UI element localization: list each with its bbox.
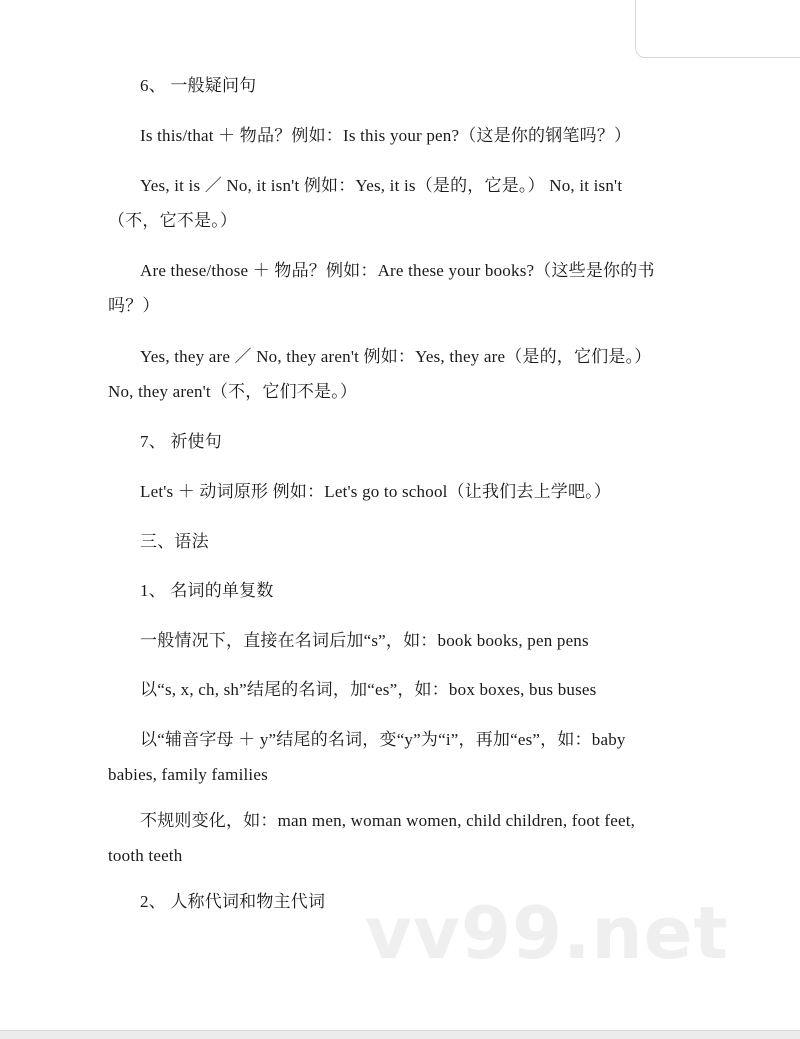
heading-imperative: 7、 祈使句 — [140, 432, 222, 451]
paragraph-plural-rule-y: 以“辅音字母 ＋ y”结尾的名词，变“y”为“i”，再加“es”，如：baby babies, family families — [108, 730, 626, 784]
watermark-text: vv99.net — [365, 891, 729, 975]
paragraph-plural-rule-es: 以“s, x, ch, sh”结尾的名词，加“es”，如：box boxes, bus buses — [140, 680, 597, 699]
page-corner-tab — [635, 0, 800, 58]
paragraph-plural-rule-s: 一般情况下，直接在名词后加“s”，如：book books, pen pens — [140, 631, 589, 650]
paragraph-yes-they-are: Yes, they are ／ No, they aren't 例如：Yes, they are（是的，它们是。） No, they aren't（不，它们不是。） — [108, 347, 652, 401]
paragraph-lets: Let's ＋ 动词原形 例如：Let's go to school（让我们去上学吧。） — [140, 482, 612, 501]
heading-noun-plurals: 1、 名词的单复数 — [140, 581, 274, 600]
paragraph-is-this-that: Is this/that ＋ 物品？例如：Is this your pen?（这是你的钢笔吗？） — [140, 126, 632, 145]
page-bottom-edge — [0, 1030, 800, 1039]
paragraph-plural-irregular: 不规则变化，如：man men, woman women, child children, foot feet, tooth teeth — [108, 811, 636, 865]
heading-grammar: 三、语法 — [140, 532, 209, 551]
heading-general-questions: 6、 一般疑问句 — [140, 76, 257, 95]
heading-pronouns: 2、 人称代词和物主代词 — [140, 892, 326, 911]
paragraph-yes-it-is: Yes, it is ／ No, it isn't 例如：Yes, it is（是的，它是。） No, it isn't（不，它不是。） — [108, 176, 623, 230]
paragraph-are-these-those: Are these/those ＋ 物品？例如：Are these your books?（这些是你的书吗？） — [108, 261, 655, 315]
